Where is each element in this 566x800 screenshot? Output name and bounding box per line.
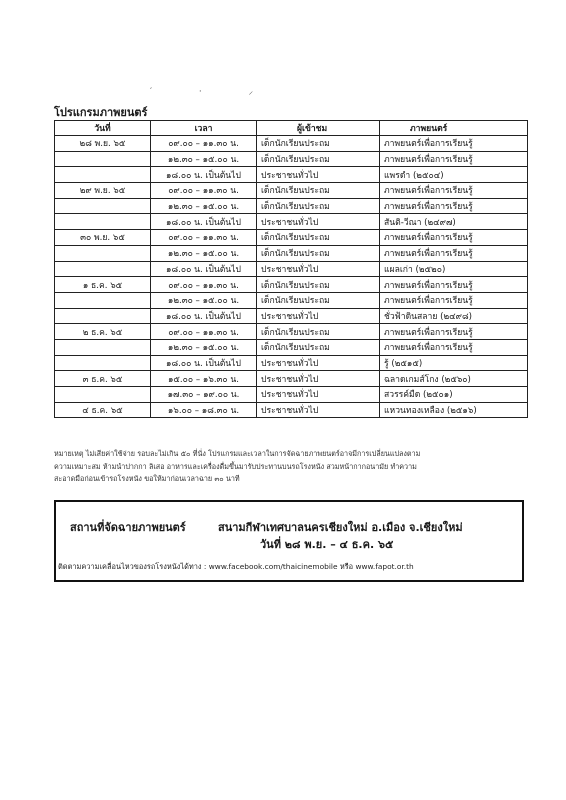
cell-film: ภาพยนตร์เพื่อการเรียนรู้ xyxy=(380,136,528,152)
table-row xyxy=(55,402,528,418)
cell-film: ภาพยนตร์เพื่อการเรียนรู้ xyxy=(380,339,528,355)
remark-line: สะอาดมือก่อนเข้ารถโรงหนัง ขอให้มาก่อนเวลาฉาย ๓๐ นาที xyxy=(54,474,240,483)
cell-film: สันติ-วีณา (๒๔๙๗) xyxy=(380,214,528,230)
cell-date: ๒ ธ.ค. ๖๕ xyxy=(55,324,151,340)
cell-date xyxy=(55,292,151,308)
header-audience: ผู้เข้าชม xyxy=(257,121,380,136)
table-row xyxy=(55,245,528,261)
cell-date: ๓๐ พ.ย. ๖๕ xyxy=(55,230,151,246)
table-row xyxy=(55,355,528,371)
table-row xyxy=(55,151,528,167)
venue-dates: วันที่ ๒๘ พ.ย. – ๔ ธ.ค. ๖๕ xyxy=(260,538,394,551)
section-title: โปรแกรมภาพยนตร์ xyxy=(54,106,148,119)
cell-film: ภาพยนตร์เพื่อการเรียนรู้ xyxy=(380,230,528,246)
table-row xyxy=(55,198,528,214)
table-header-row xyxy=(55,121,528,136)
cell-date: ๒๙ พ.ย. ๖๕ xyxy=(55,183,151,199)
cell-film: แหวนทองเหลือง (๒๕๑๖) xyxy=(380,402,528,418)
venue-label: สถานที่จัดฉายภาพยนตร์ xyxy=(70,521,186,534)
cell-date xyxy=(55,355,151,371)
cell-time: ๐๙.๐๐ – ๑๑.๓๐ น. xyxy=(151,136,257,152)
cell-audience: เด็กนักเรียนประถม xyxy=(257,183,380,199)
cell-audience: เด็กนักเรียนประถม xyxy=(257,292,380,308)
header-time: เวลา xyxy=(151,121,257,136)
cell-date: ๓ ธ.ค. ๖๕ xyxy=(55,371,151,387)
cell-audience: เด็กนักเรียนประถม xyxy=(257,151,380,167)
cell-time: ๐๙.๐๐ – ๑๑.๓๐ น. xyxy=(151,230,257,246)
table-row xyxy=(55,214,528,230)
cell-time: ๐๙.๐๐ – ๑๑.๓๐ น. xyxy=(151,324,257,340)
cell-audience: เด็กนักเรียนประถม xyxy=(257,277,380,293)
cell-date xyxy=(55,261,151,277)
cell-time: ๐๙.๐๐ – ๑๑.๓๐ น. xyxy=(151,183,257,199)
cell-time: ๑๘.๐๐ น. เป็นต้นไป xyxy=(151,355,257,371)
cell-audience: ประชาชนทั่วไป xyxy=(257,402,380,418)
table-row xyxy=(55,371,528,387)
cell-date xyxy=(55,387,151,403)
remark-line: ความเหมาะสม ห้ามนำปากกา ลิเสอ อาหารและเครื่องดื่มขึ้นมารับประทานบนรถโรงหนัง สวมหน้ากากอนามัย ทำความ xyxy=(54,461,417,471)
cell-film: สวรรค์มืด (๒๕๐๑) xyxy=(380,387,528,403)
cell-date: ๔ ธ.ค. ๖๕ xyxy=(55,402,151,418)
cell-time: ๑๖.๐๐ – ๑๘.๓๐ น. xyxy=(151,402,257,418)
table-row xyxy=(55,292,528,308)
cell-audience: ประชาชนทั่วไป xyxy=(257,214,380,230)
cell-date xyxy=(55,151,151,167)
schedule-table xyxy=(54,120,528,418)
cell-audience: เด็กนักเรียนประถม xyxy=(257,245,380,261)
cell-audience: ประชาชนทั่วไป xyxy=(257,355,380,371)
table-row xyxy=(55,136,528,152)
table-row xyxy=(55,308,528,324)
cell-audience: เด็กนักเรียนประถม xyxy=(257,230,380,246)
cell-film: ภาพยนตร์เพื่อการเรียนรู้ xyxy=(380,277,528,293)
cell-time: ๑๘.๐๐ น. เป็นต้นไป xyxy=(151,261,257,277)
table-row xyxy=(55,339,528,355)
cell-date: ๒๘ พ.ย. ๖๕ xyxy=(55,136,151,152)
cell-time: ๑๗.๓๐ – ๑๙.๐๐ น. xyxy=(151,387,257,403)
table-row xyxy=(55,261,528,277)
cell-film: ภาพยนตร์เพื่อการเรียนรู้ xyxy=(380,183,528,199)
cell-film: แผลเก่า (๒๕๒๐) xyxy=(380,261,528,277)
venue-name: สนามกีฬาเทศบาลนครเชียงใหม่ อ.เมือง จ.เชียงใหม่ xyxy=(218,521,463,534)
cell-film: ภาพยนตร์เพื่อการเรียนรู้ xyxy=(380,292,528,308)
table-row xyxy=(55,167,528,183)
follow-links: ติดตามความเคลื่อนไหวของรถโรงหนังได้ทาง : www.facebook.com/thaicinemobile หรือ www.fapot.or.th xyxy=(58,562,414,571)
cell-film: ภาพยนตร์เพื่อการเรียนรู้ xyxy=(380,151,528,167)
cell-audience: เด็กนักเรียนประถม xyxy=(257,339,380,355)
cell-audience: เด็กนักเรียนประถม xyxy=(257,198,380,214)
cell-audience: ประชาชนทั่วไป xyxy=(257,308,380,324)
cell-film: ภาพยนตร์เพื่อการเรียนรู้ xyxy=(380,198,528,214)
table-row xyxy=(55,230,528,246)
table-row xyxy=(55,183,528,199)
cell-time: ๑๒.๓๐ – ๑๕.๐๐ น. xyxy=(151,292,257,308)
cell-film: รู้ (๒๕๑๕) xyxy=(380,355,528,371)
stray-marks: ′ · ⸝ xyxy=(150,87,276,97)
cell-date xyxy=(55,308,151,324)
header-film: ภาพยนตร์ xyxy=(380,121,528,136)
cell-audience: เด็กนักเรียนประถม xyxy=(257,324,380,340)
cell-time: ๑๘.๐๐ น. เป็นต้นไป xyxy=(151,308,257,324)
cell-time: ๑๒.๓๐ – ๑๕.๐๐ น. xyxy=(151,245,257,261)
cell-time: ๑๘.๐๐ น. เป็นต้นไป xyxy=(151,214,257,230)
table-row xyxy=(55,387,528,403)
cell-audience: เด็กนักเรียนประถม xyxy=(257,136,380,152)
cell-time: ๑๒.๓๐ – ๑๕.๐๐ น. xyxy=(151,151,257,167)
remark-line: หมายเหตุ ไม่เสียค่าใช้จ่าย รอบละไม่เกิน ๕๐ ที่นั่ง โปรแกรมและเวลาในการจัดฉายภาพยนตร์อาจมีการเปลี่ยนแปลงตาม xyxy=(54,449,421,458)
cell-audience: ประชาชนทั่วไป xyxy=(257,167,380,183)
cell-date xyxy=(55,245,151,261)
cell-audience: ประชาชนทั่วไป xyxy=(257,387,380,403)
cell-time: ๑๕.๐๐ – ๑๖.๓๐ น. xyxy=(151,371,257,387)
cell-audience: ประชาชนทั่วไป xyxy=(257,371,380,387)
cell-film: แพรดำ (๒๕๐๔) xyxy=(380,167,528,183)
cell-time: ๑๘.๐๐ น. เป็นต้นไป xyxy=(151,167,257,183)
table-row xyxy=(55,277,528,293)
cell-date xyxy=(55,339,151,355)
cell-film: ภาพยนตร์เพื่อการเรียนรู้ xyxy=(380,245,528,261)
cell-film: ภาพยนตร์เพื่อการเรียนรู้ xyxy=(380,324,528,340)
cell-date: ๑ ธ.ค. ๖๕ xyxy=(55,277,151,293)
remark xyxy=(54,448,524,486)
schedule-body xyxy=(55,136,528,418)
cell-date xyxy=(55,214,151,230)
header-date: วันที่ xyxy=(55,121,151,136)
cell-date xyxy=(55,167,151,183)
cell-audience: ประชาชนทั่วไป xyxy=(257,261,380,277)
cell-date xyxy=(55,198,151,214)
cell-film: ฉลาดเกมส์โกง (๒๕๖๐) xyxy=(380,371,528,387)
cell-film: ชั่วฟ้าดินสลาย (๒๔๙๘) xyxy=(380,308,528,324)
cell-time: ๑๒.๓๐ – ๑๕.๐๐ น. xyxy=(151,339,257,355)
cell-time: ๐๙.๐๐ – ๑๑.๓๐ น. xyxy=(151,277,257,293)
table-row xyxy=(55,324,528,340)
cell-time: ๑๒.๓๐ – ๑๕.๐๐ น. xyxy=(151,198,257,214)
